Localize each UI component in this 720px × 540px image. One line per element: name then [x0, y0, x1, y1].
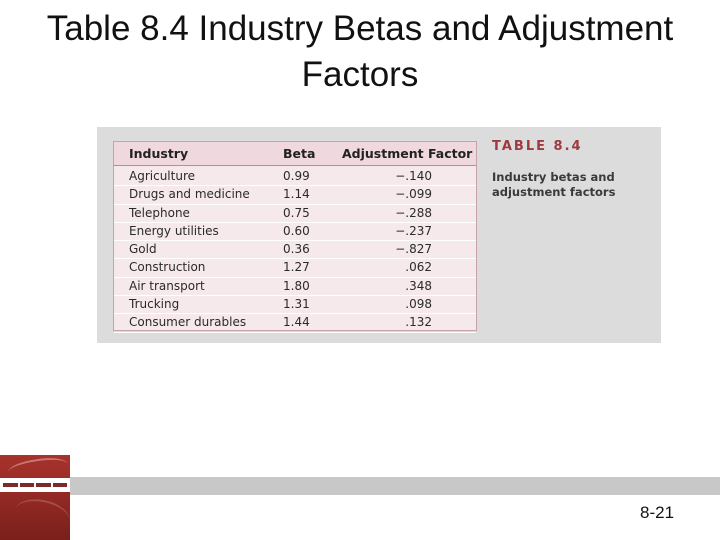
- beta-cell: 0.60: [283, 223, 310, 238]
- beta-cell: 1.14: [283, 187, 310, 202]
- slide-title: Table 8.4 Industry Betas and Adjustment Factors: [46, 9, 674, 94]
- beta-cell: 0.75: [283, 205, 310, 220]
- industry-cell: Air transport: [129, 278, 205, 293]
- beta-cell: 1.44: [283, 315, 310, 330]
- textbook-cover-icon: [0, 455, 70, 540]
- table-body: [114, 168, 476, 333]
- table-row: [114, 205, 476, 223]
- table-row: [114, 241, 476, 259]
- industry-cell: Telephone: [129, 205, 190, 220]
- beta-cell: 1.80: [283, 278, 310, 293]
- industry-cell: Construction: [129, 260, 206, 275]
- adjustment-cell: .132: [405, 315, 432, 330]
- beta-cell: 0.99: [283, 169, 310, 183]
- figure-label: TABLE 8.4: [492, 139, 583, 154]
- adjustment-cell: .098: [405, 297, 432, 312]
- table-header: [114, 142, 476, 166]
- industry-cell: Gold: [129, 242, 157, 257]
- table-row: [114, 223, 476, 241]
- beta-cell: 1.31: [283, 297, 310, 312]
- column-header-industry: Industry: [129, 146, 189, 161]
- figure-caption: Industry betas and adjustment factors: [492, 170, 616, 199]
- table-row: [114, 168, 476, 186]
- adjustment-cell: −.237: [395, 223, 432, 238]
- table-row: [114, 186, 476, 204]
- beta-cell: 0.36: [283, 242, 310, 257]
- adjustment-cell: .348: [405, 278, 432, 293]
- table-row: [114, 314, 476, 332]
- cover-swoosh-decoration: [11, 495, 70, 538]
- industry-cell: Consumer durables: [129, 315, 247, 330]
- adjustment-cell: −.288: [395, 205, 432, 220]
- industry-cell: Drugs and medicine: [129, 187, 250, 202]
- industry-cell: Energy utilities: [129, 223, 219, 238]
- table-row: [114, 278, 476, 296]
- beta-cell: 1.27: [283, 260, 310, 275]
- industry-cell: Trucking: [129, 297, 180, 312]
- cover-title-marks: [3, 481, 67, 489]
- adjustment-cell: −.827: [395, 242, 432, 257]
- table-figure: [97, 127, 661, 343]
- adjustment-cell: −.099: [395, 187, 432, 202]
- industry-cell: Agriculture: [129, 169, 195, 183]
- table-row: [114, 259, 476, 277]
- table-row: [114, 296, 476, 314]
- column-header-adjustment-factor: Adjustment Factor: [342, 146, 473, 161]
- footer-bar: [70, 477, 720, 495]
- adjustment-cell: .062: [405, 260, 432, 275]
- page-number: 8-21: [640, 503, 675, 522]
- column-header-beta: Beta: [283, 146, 316, 161]
- adjustment-cell: −.140: [395, 169, 432, 183]
- industry-beta-table: [113, 141, 477, 331]
